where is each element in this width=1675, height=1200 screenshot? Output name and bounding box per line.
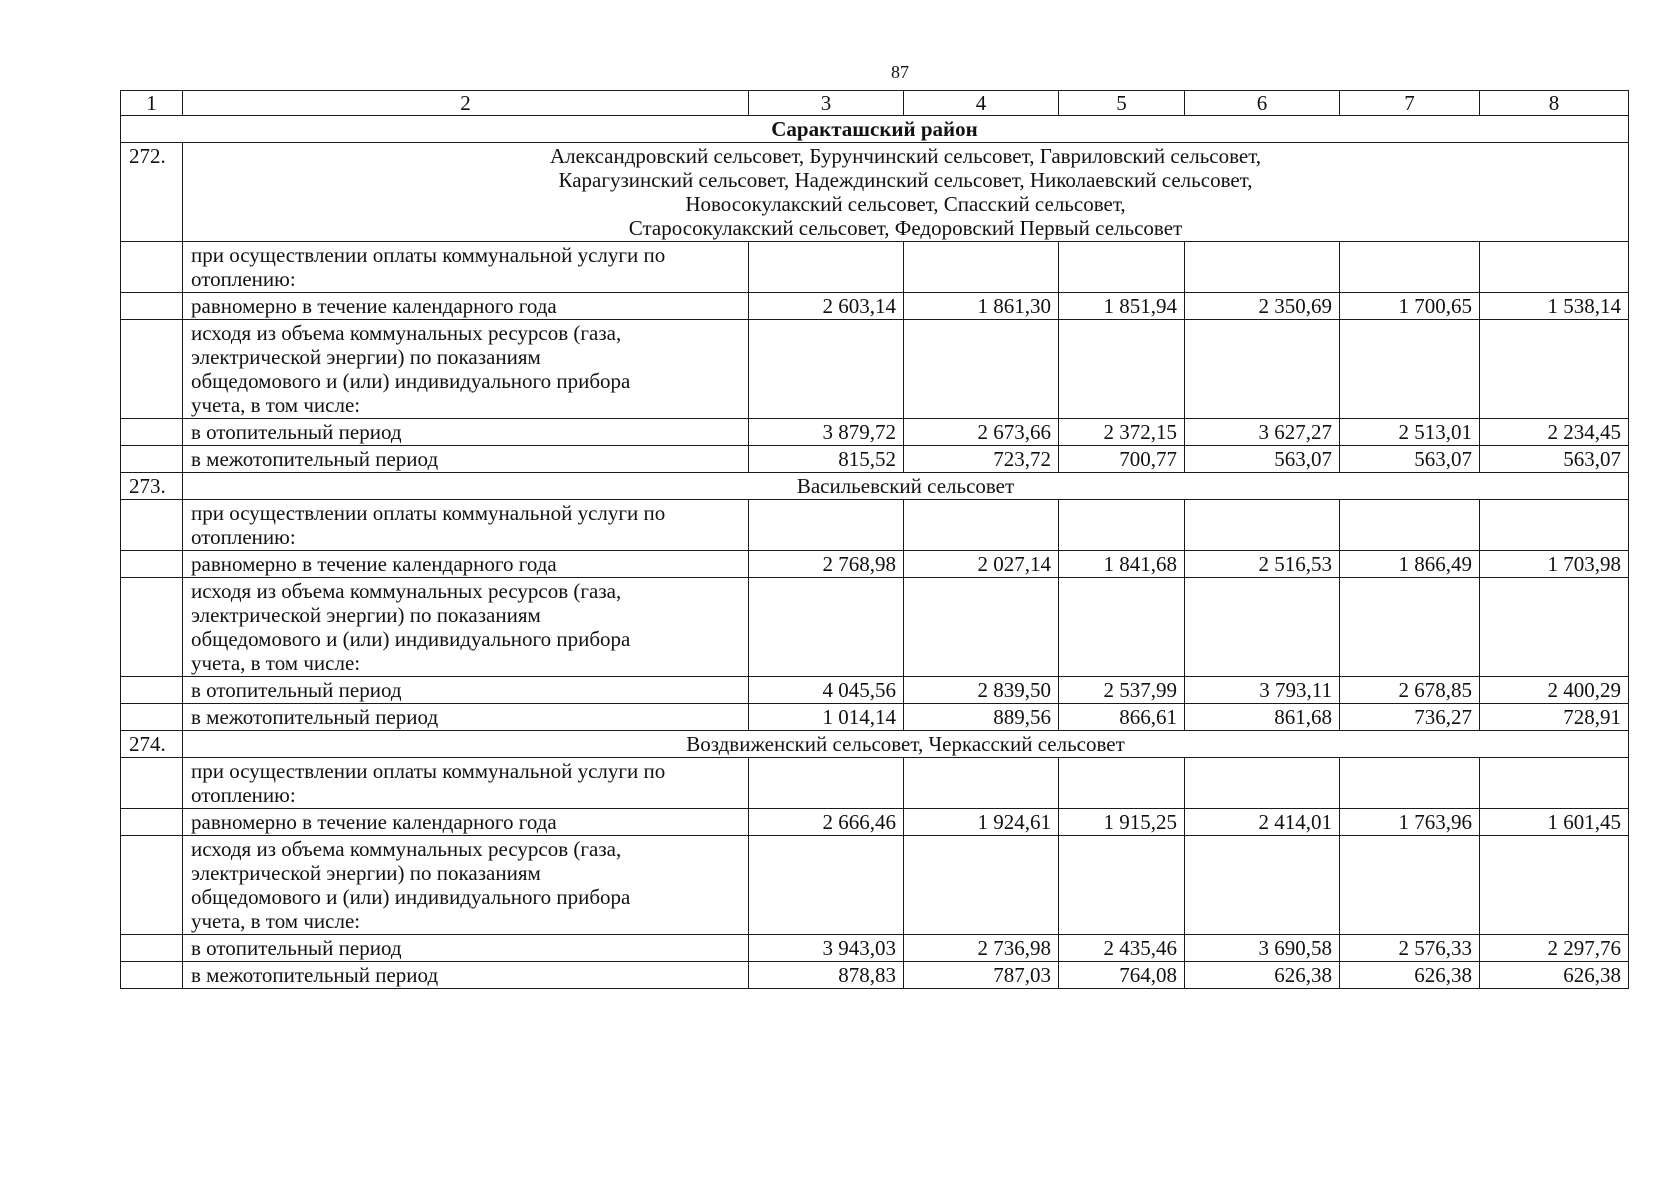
value-cell [1340, 758, 1480, 809]
value-cell [904, 242, 1059, 293]
value-cell: 2 603,14 [749, 293, 904, 320]
table-row [121, 293, 1629, 320]
value-cell: 1 866,49 [1340, 551, 1480, 578]
area-name-line: Новосокулакский сельсовет, Спасский сельсовет, [685, 192, 1126, 216]
value-cell: 815,52 [749, 446, 904, 473]
row-description [183, 320, 749, 419]
value-cell: 563,07 [1185, 446, 1340, 473]
value-cell: 3 690,58 [1185, 935, 1340, 962]
table-row [121, 935, 1629, 962]
section-header-row [121, 143, 1629, 242]
value-cell [749, 758, 904, 809]
row-description [183, 809, 749, 836]
description-line: учета, в том числе: [191, 651, 361, 675]
row-description [183, 551, 749, 578]
value-cell: 2 234,45 [1480, 419, 1629, 446]
row-description [183, 758, 749, 809]
value-cell [749, 836, 904, 935]
value-cell: 563,07 [1480, 446, 1629, 473]
column-number: 7 [1340, 91, 1480, 116]
value-cell: 4 045,56 [749, 677, 904, 704]
value-cell: 2 513,01 [1340, 419, 1480, 446]
value-cell [749, 500, 904, 551]
value-cell: 2 350,69 [1185, 293, 1340, 320]
section-area-names [183, 731, 1629, 758]
description-line: в отопительный период [191, 936, 402, 960]
value-cell: 1 851,94 [1059, 293, 1185, 320]
value-cell: 878,83 [749, 962, 904, 989]
district-row [121, 116, 1629, 143]
table-row [121, 962, 1629, 989]
row-description [183, 836, 749, 935]
value-cell: 3 879,72 [749, 419, 904, 446]
value-cell: 2 673,66 [904, 419, 1059, 446]
column-number: 4 [904, 91, 1059, 116]
value-cell [1480, 758, 1629, 809]
table-row [121, 320, 1629, 419]
value-cell: 2 768,98 [749, 551, 904, 578]
value-cell [749, 578, 904, 677]
section-number: 274. [121, 731, 183, 758]
description-line: в отопительный период [191, 420, 402, 444]
value-cell [1185, 836, 1340, 935]
column-number: 5 [1059, 91, 1185, 116]
table-row [121, 500, 1629, 551]
value-cell: 2 027,14 [904, 551, 1059, 578]
value-cell: 626,38 [1185, 962, 1340, 989]
column-number-row [121, 91, 1629, 116]
value-cell: 861,68 [1185, 704, 1340, 731]
page-number: 87 [891, 62, 909, 82]
row-number-cell [121, 578, 183, 677]
description-line: в межотопительный период [191, 705, 439, 729]
value-cell [1480, 836, 1629, 935]
table-row [121, 809, 1629, 836]
value-cell: 2 297,76 [1480, 935, 1629, 962]
value-cell: 1 841,68 [1059, 551, 1185, 578]
row-description [183, 242, 749, 293]
description-line: в отопительный период [191, 678, 402, 702]
value-cell: 1 763,96 [1340, 809, 1480, 836]
value-cell [904, 578, 1059, 677]
value-cell: 626,38 [1480, 962, 1629, 989]
row-description [183, 677, 749, 704]
district-title: Саракташский район [121, 116, 1629, 143]
table-row [121, 446, 1629, 473]
row-description [183, 500, 749, 551]
section-header-row [121, 731, 1629, 758]
section-number: 273. [121, 473, 183, 500]
value-cell [1340, 836, 1480, 935]
value-cell [1059, 758, 1185, 809]
row-number-cell [121, 551, 183, 578]
table-row [121, 677, 1629, 704]
description-line: отоплению: [191, 525, 296, 549]
description-line: отоплению: [191, 267, 296, 291]
value-cell [1480, 578, 1629, 677]
row-description [183, 962, 749, 989]
row-description [183, 578, 749, 677]
column-number: 1 [121, 91, 183, 116]
tariff-table [120, 90, 1629, 989]
value-cell: 736,27 [1340, 704, 1480, 731]
description-line: равномерно в течение календарного года [191, 552, 557, 576]
value-cell: 3 793,11 [1185, 677, 1340, 704]
area-name-line: Васильевский сельсовет [796, 474, 1015, 498]
value-cell: 1 538,14 [1480, 293, 1629, 320]
row-number-cell [121, 836, 183, 935]
description-line: при осуществлении оплаты коммунальной услуги по [191, 501, 666, 525]
value-cell [904, 320, 1059, 419]
value-cell: 1 601,45 [1480, 809, 1629, 836]
row-description [183, 935, 749, 962]
row-number-cell [121, 677, 183, 704]
value-cell [1059, 578, 1185, 677]
description-line: в межотопительный период [191, 963, 439, 987]
value-cell: 563,07 [1340, 446, 1480, 473]
value-cell: 866,61 [1059, 704, 1185, 731]
value-cell [1185, 242, 1340, 293]
section-header-row [121, 473, 1629, 500]
description-line: исходя из объема коммунальных ресурсов (газа, [191, 321, 622, 345]
value-cell [1185, 500, 1340, 551]
value-cell: 1 915,25 [1059, 809, 1185, 836]
value-cell: 2 666,46 [749, 809, 904, 836]
row-number-cell [121, 500, 183, 551]
value-cell [1185, 758, 1340, 809]
description-line: отоплению: [191, 783, 296, 807]
description-line: в межотопительный период [191, 447, 439, 471]
row-number-cell [121, 704, 183, 731]
value-cell: 3 943,03 [749, 935, 904, 962]
value-cell: 2 372,15 [1059, 419, 1185, 446]
value-cell [749, 242, 904, 293]
row-number-cell [121, 242, 183, 293]
row-number-cell [121, 419, 183, 446]
section-area-names [183, 143, 1629, 242]
description-line: исходя из объема коммунальных ресурсов (газа, [191, 579, 622, 603]
area-name-line: Старосокулакский сельсовет, Федоровский Первый сельсовет [628, 216, 1183, 240]
description-line: равномерно в течение календарного года [191, 294, 557, 318]
value-cell: 2 414,01 [1185, 809, 1340, 836]
value-cell: 1 861,30 [904, 293, 1059, 320]
table-row [121, 704, 1629, 731]
table-row [121, 578, 1629, 677]
value-cell: 2 736,98 [904, 935, 1059, 962]
column-number: 3 [749, 91, 904, 116]
value-cell [1059, 242, 1185, 293]
value-cell: 2 400,29 [1480, 677, 1629, 704]
value-cell: 764,08 [1059, 962, 1185, 989]
value-cell: 2 839,50 [904, 677, 1059, 704]
value-cell: 2 678,85 [1340, 677, 1480, 704]
value-cell [1059, 500, 1185, 551]
value-cell: 2 576,33 [1340, 935, 1480, 962]
table-row [121, 836, 1629, 935]
table-row [121, 758, 1629, 809]
description-line: учета, в том числе: [191, 393, 361, 417]
value-cell: 1 703,98 [1480, 551, 1629, 578]
value-cell [1480, 242, 1629, 293]
value-cell: 787,03 [904, 962, 1059, 989]
value-cell [904, 836, 1059, 935]
column-number: 2 [183, 91, 749, 116]
value-cell: 626,38 [1340, 962, 1480, 989]
value-cell: 1 700,65 [1340, 293, 1480, 320]
description-line: при осуществлении оплаты коммунальной услуги по [191, 243, 666, 267]
value-cell: 1 924,61 [904, 809, 1059, 836]
column-number: 8 [1480, 91, 1629, 116]
value-cell [1340, 578, 1480, 677]
value-cell: 889,56 [904, 704, 1059, 731]
description-line: учета, в том числе: [191, 909, 361, 933]
area-name-line: Александровский сельсовет, Бурунчинский сельсовет, Гавриловский сельсовет, [549, 144, 1262, 168]
row-description [183, 293, 749, 320]
value-cell [1480, 320, 1629, 419]
value-cell [1340, 500, 1480, 551]
value-cell [1059, 836, 1185, 935]
value-cell [749, 320, 904, 419]
value-cell: 2 516,53 [1185, 551, 1340, 578]
value-cell [1059, 320, 1185, 419]
value-cell [904, 758, 1059, 809]
section-number: 272. [121, 143, 183, 242]
value-cell [904, 500, 1059, 551]
table-row [121, 551, 1629, 578]
description-line: исходя из объема коммунальных ресурсов (газа, [191, 837, 622, 861]
value-cell [1185, 578, 1340, 677]
value-cell [1185, 320, 1340, 419]
table-row [121, 419, 1629, 446]
description-line: равномерно в течение календарного года [191, 810, 557, 834]
value-cell: 3 627,27 [1185, 419, 1340, 446]
row-number-cell [121, 446, 183, 473]
value-cell: 1 014,14 [749, 704, 904, 731]
description-line: общедомового и (или) индивидуального прибора [191, 369, 631, 393]
value-cell: 728,91 [1480, 704, 1629, 731]
value-cell: 700,77 [1059, 446, 1185, 473]
value-cell: 723,72 [904, 446, 1059, 473]
description-line: общедомового и (или) индивидуального прибора [191, 627, 631, 651]
area-name-line: Карагузинский сельсовет, Надеждинский сельсовет, Николаевский сельсовет, [558, 168, 1253, 192]
description-line: электрической энергии) по показаниям [191, 861, 541, 885]
row-number-cell [121, 935, 183, 962]
value-cell [1480, 500, 1629, 551]
value-cell: 2 537,99 [1059, 677, 1185, 704]
row-description [183, 446, 749, 473]
description-line: электрической энергии) по показаниям [191, 603, 541, 627]
row-number-cell [121, 962, 183, 989]
row-number-cell [121, 293, 183, 320]
row-number-cell [121, 758, 183, 809]
description-line: электрической энергии) по показаниям [191, 345, 541, 369]
column-number: 6 [1185, 91, 1340, 116]
row-description [183, 419, 749, 446]
table-row [121, 242, 1629, 293]
description-line: при осуществлении оплаты коммунальной услуги по [191, 759, 666, 783]
value-cell [1340, 320, 1480, 419]
row-number-cell [121, 809, 183, 836]
value-cell [1340, 242, 1480, 293]
value-cell: 2 435,46 [1059, 935, 1185, 962]
section-area-names [183, 473, 1629, 500]
row-number-cell [121, 320, 183, 419]
description-line: общедомового и (или) индивидуального прибора [191, 885, 631, 909]
area-name-line: Воздвиженский сельсовет, Черкасский сельсовет [686, 732, 1125, 756]
row-description [183, 704, 749, 731]
